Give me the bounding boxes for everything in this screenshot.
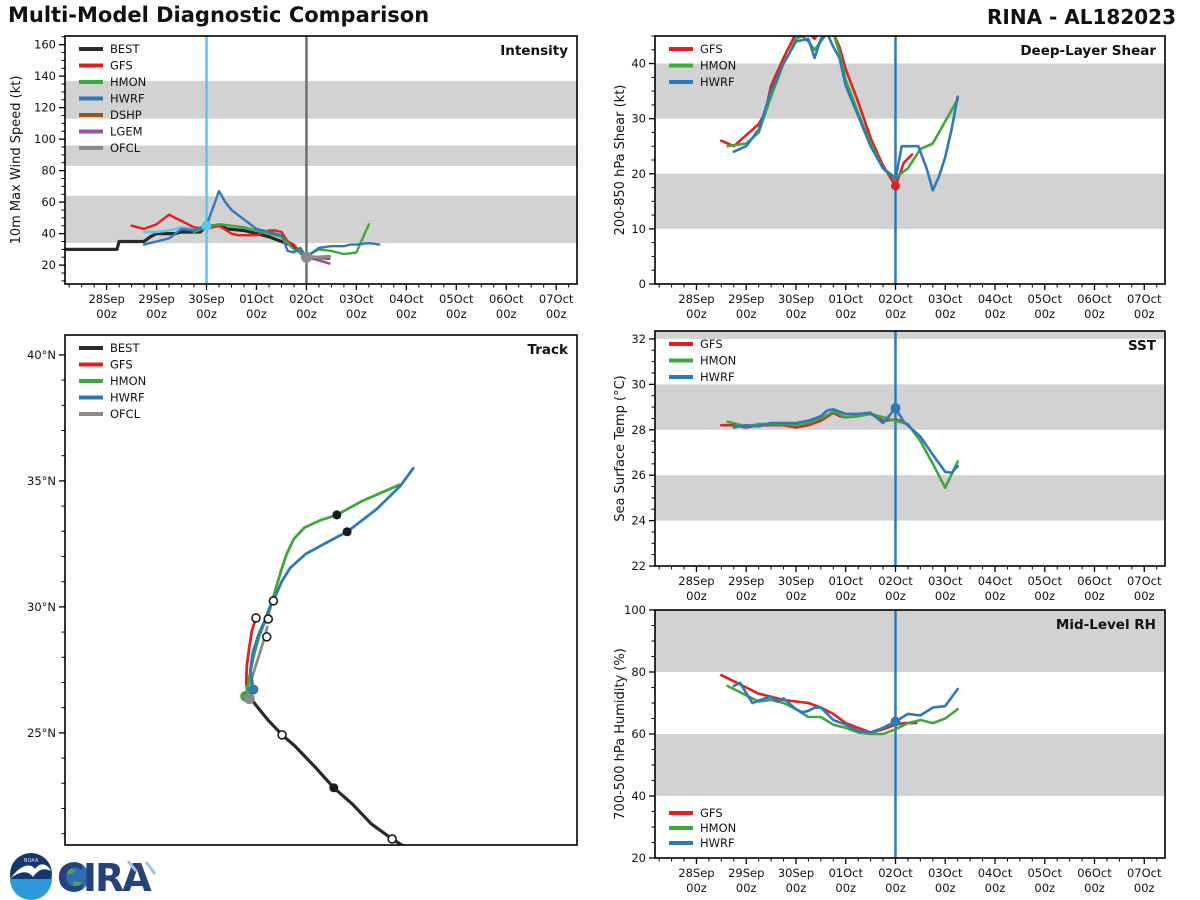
x-tick-date: 01Oct [828,574,863,588]
panel-sst [613,331,1165,603]
legend-label-BEST: BEST [110,42,140,56]
y-tick-label: 32 [631,331,646,346]
x-tick-hour: 00z [1133,881,1155,895]
y-tick-label: 10 [631,221,646,236]
x-tick-hour: 00z [1133,589,1155,603]
x-tick-date: 05Oct [1027,292,1063,306]
x-tick-date: 30Sep [777,292,815,306]
series-HMON [246,485,400,697]
legend-label-GFS: GFS [700,337,723,351]
panels-group [9,28,1165,895]
x-tick-hour: 00z [1034,307,1056,321]
legend-label-HWRF: HWRF [110,91,145,106]
panel-title-intensity: Intensity [500,43,568,59]
series-HWRF [250,468,413,689]
marker-dot [891,181,900,190]
x-tick-date: 07Oct [1127,292,1162,306]
y-tick-label: 20 [631,166,646,181]
x-tick-hour: 00z [246,307,267,321]
x-tick-date: 01Oct [828,866,863,880]
y-tick-label: 160 [34,37,56,52]
legend-label-OFCL: OFCL [110,407,141,421]
y-axis-label-rh: 700-500 hPa Humidity (%) [613,648,628,820]
x-tick-date: 01Oct [828,292,863,306]
marker-dot [248,685,258,695]
x-tick-date: 03Oct [339,292,374,306]
x-tick-hour: 00z [146,307,167,321]
legend-label-HMON: HMON [110,75,147,89]
x-tick-date: 03Oct [927,574,963,588]
x-tick-hour: 00z [545,307,567,321]
band [65,196,577,243]
x-tick-hour: 00z [1084,881,1105,895]
y-tick-label: 30°N [27,599,56,614]
x-tick-date: 30Sep [777,574,815,588]
x-tick-hour: 00z [495,307,517,321]
y-tick-label: 25°N [27,725,56,740]
y-tick-label: 26 [631,468,646,483]
panel-track [27,335,577,846]
x-tick-hour: 00z [984,307,1006,321]
x-tick-hour: 00z [1084,589,1105,603]
x-tick-hour: 00z [1034,881,1056,895]
cira-wordmark: CIRA [57,856,150,900]
marker-dot [329,783,338,792]
x-tick-hour: 00z [934,589,956,603]
legend-label-GFS: GFS [110,357,133,372]
x-tick-date: 03Oct [927,866,963,880]
panel-title-track: Track [527,342,568,358]
x-tick-hour: 00z [686,307,707,321]
x-tick-date: 04Oct [977,292,1013,306]
series-BEST [248,695,404,847]
x-tick-date: 07Oct [1127,574,1162,588]
x-tick-hour: 00z [934,307,956,321]
x-tick-date: 05Oct [1027,866,1063,880]
x-tick-hour: 00z [735,307,757,321]
y-tick-label: 100 [624,603,646,617]
x-tick-hour: 00z [835,589,857,603]
x-tick-date: 06Oct [488,292,524,306]
x-tick-hour: 00z [1034,589,1056,603]
x-tick-date: 29Sep [728,292,765,306]
x-tick-date: 04Oct [389,292,424,306]
y-tick-label: 30 [631,111,646,126]
y-tick-label: 100 [34,132,56,147]
marker-dot [301,252,312,263]
x-tick-hour: 00z [785,589,807,603]
cira-logo [57,856,155,900]
series-HWRF [734,683,958,733]
x-tick-hour: 00z [735,589,757,603]
y-tick-label: 40°N [27,347,56,362]
x-tick-date: 04Oct [977,574,1013,588]
y-axis-label-intensity: 10m Max Wind Speed (kt) [9,75,24,245]
x-tick-hour: 00z [984,881,1006,895]
x-tick-date: 30Sep [188,292,225,306]
panel-rh [613,603,1165,895]
track-open-marker [264,615,272,623]
y-tick-label: 120 [34,100,56,115]
y-tick-label: 80 [631,665,646,679]
page-title: Multi-Model Diagnostic Comparison [8,3,430,27]
x-tick-hour: 00z [686,881,707,895]
legend-label-GFS: GFS [700,806,723,820]
legend-label-HWRF: HWRF [700,75,735,89]
legend-label-DSHP: DSHP [110,108,142,122]
panel-intensity [9,36,577,321]
y-tick-label: 60 [631,727,646,741]
x-tick-date: 02Oct [878,866,913,880]
y-tick-label: 22 [631,559,646,573]
x-tick-hour: 00z [835,307,857,321]
x-tick-date: 06Oct [1077,866,1112,880]
x-tick-hour: 00z [96,307,117,321]
x-tick-date: 07Oct [538,292,574,306]
legend-label-HWRF: HWRF [700,836,735,850]
x-tick-date: 07Oct [1127,866,1162,880]
track-open-marker [252,614,260,622]
marker-dot [202,221,212,231]
band [65,145,577,165]
y-tick-label: 0 [638,277,646,291]
x-tick-date: 06Oct [1077,574,1112,588]
band [655,331,1165,339]
x-tick-hour: 00z [686,589,707,603]
y-tick-label: 60 [41,195,56,210]
x-tick-hour: 00z [445,307,467,321]
band [655,174,1165,229]
legend-label-BEST: BEST [110,341,140,355]
x-tick-hour: 00z [346,307,367,321]
x-tick-hour: 00z [885,881,906,895]
series-GFS [721,675,916,732]
x-tick-date: 28Sep [678,574,715,588]
legend-label-HWRF: HWRF [700,370,735,384]
x-tick-date: 01Oct [239,292,274,306]
y-tick-label: 80 [41,163,56,178]
x-tick-hour: 00z [835,881,857,895]
x-tick-hour: 00z [785,307,807,321]
x-tick-hour: 00z [1084,307,1105,321]
x-tick-hour: 00z [735,881,757,895]
band [655,734,1165,796]
x-tick-hour: 00z [785,881,807,895]
x-tick-date: 28Sep [678,292,715,306]
series-HMON [728,686,958,734]
legend-label-GFS: GFS [110,58,133,73]
x-tick-date: 02Oct [878,574,913,588]
x-tick-date: 28Sep [678,866,715,880]
panel-shear [613,28,1165,321]
x-tick-date: 29Sep [138,292,175,306]
y-tick-label: 30 [631,377,646,392]
legend-label-HMON: HMON [700,58,737,73]
x-tick-date: 29Sep [728,574,765,588]
x-tick-hour: 00z [885,307,906,321]
legend-label-HMON: HMON [700,821,737,835]
x-tick-date: 05Oct [1027,574,1063,588]
panel-title-rh: Mid-Level RH [1055,617,1156,633]
x-tick-date: 28Sep [88,292,125,306]
track-open-marker [269,597,277,605]
marker-dot [332,510,341,519]
x-tick-hour: 00z [885,589,906,603]
y-axis-label-shear: 200-850 hPa Shear (kt) [613,84,628,236]
marker-dot [244,693,255,704]
x-tick-date: 03Oct [927,292,963,306]
x-tick-date: 04Oct [977,866,1013,880]
plot-frame [65,335,577,845]
legend-label-HWRF: HWRF [110,390,145,405]
track-open-marker [278,731,286,739]
track-open-marker [263,633,271,641]
noaa-logo-text: NOAA [23,858,39,864]
marker-dot [890,403,900,413]
x-tick-hour: 00z [1133,307,1155,321]
legend-label-HMON: HMON [700,353,737,368]
marker-dot [890,717,900,727]
x-tick-hour: 00z [196,307,217,321]
marker-dot [343,527,352,536]
x-tick-date: 06Oct [1077,292,1112,306]
x-tick-hour: 00z [984,589,1006,603]
x-tick-hour: 00z [934,881,956,895]
y-tick-label: 24 [631,513,646,528]
storm-title: RINA - AL182023 [986,5,1176,29]
y-tick-label: 140 [34,69,56,84]
x-tick-date: 29Sep [728,866,765,880]
legend-label-HMON: HMON [110,374,147,388]
legend-label-OFCL: OFCL [110,141,141,155]
band [655,475,1165,520]
noaa-logo [10,853,52,900]
x-tick-date: 30Sep [777,866,815,880]
y-tick-label: 20 [41,258,56,273]
x-tick-hour: 00z [296,307,317,321]
y-tick-label: 28 [631,422,646,437]
legend-label-GFS: GFS [700,42,723,56]
y-tick-label: 40 [41,226,56,241]
y-tick-label: 35°N [27,473,56,488]
x-tick-date: 02Oct [878,292,913,306]
y-tick-label: 20 [631,851,646,865]
y-axis-label-sst: Sea Surface Temp (°C) [613,375,628,522]
y-tick-label: 40 [631,789,646,803]
legend-label-LGEM: LGEM [110,124,143,139]
y-tick-label: 40 [631,56,646,71]
track-open-marker [388,835,396,843]
panel-title-sst: SST [1127,338,1156,354]
noaa-lower [10,879,52,900]
x-tick-date: 02Oct [289,292,324,306]
x-tick-hour: 00z [395,307,417,321]
x-tick-date: 05Oct [439,292,474,306]
panel-title-shear: Deep-Layer Shear [1020,43,1156,59]
